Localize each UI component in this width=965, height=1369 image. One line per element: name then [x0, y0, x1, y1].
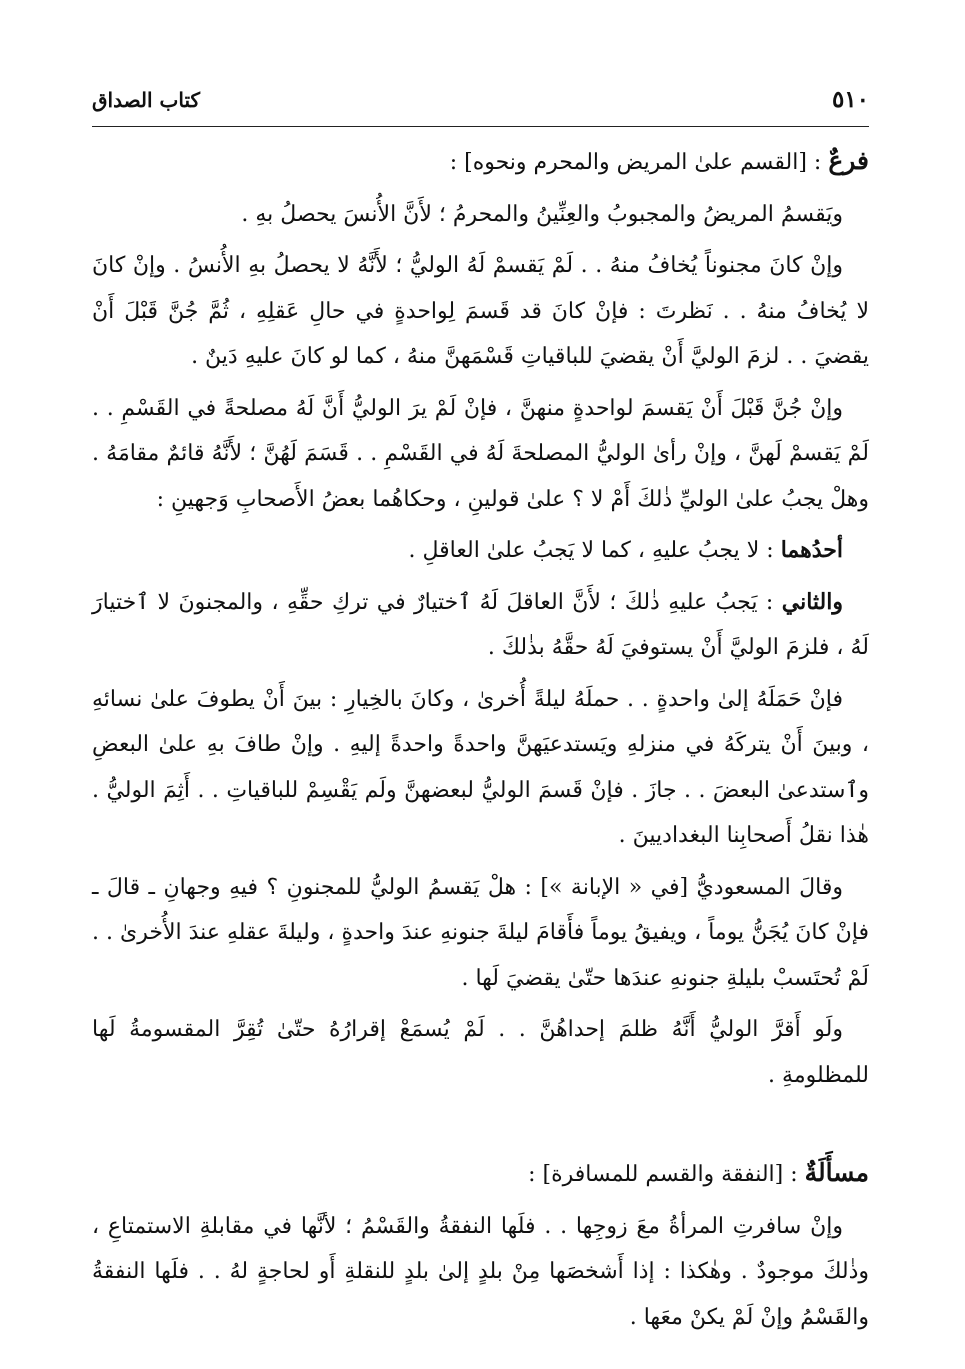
far-title: : [القسم علىٰ المريض والمحرم ونحوه] :	[449, 150, 829, 175]
paragraph	[92, 528, 869, 574]
page-body	[92, 138, 869, 1338]
paragraph: وإنْ سافرتِ المرأةُ معَ زوجِها . . فلَها النفقةُ والقَسْمُ ؛ لأنَّها في مقابلةِ الاستمتاعِ ، وذٰلكَ موجودٌ . وهٰكذا : إذا أَشخصَها مِنْ بلدٍ إلىٰ بلدٍ للنقلةِ أَو لحاجةٍ لهُ . . فلَها النفقةُ والقَسْمُ وإنْ لَمْ يكنْ معَها .	[92, 1213, 869, 1330]
page-header	[92, 86, 869, 127]
paragraph: فإنْ حَمَلَهُ إلىٰ واحدةٍ . . حملَهُ ليلةً أُخرىٰ ، وكانَ بالخِيارِ : بينَ أَنْ يطوفَ علىٰ نسائهِ ، وبينَ أَنْ يتركَهُ في منزلهِ ويَستدعيَهنَّ واحدةً واحدةً إليهِ . وإنْ طافَ بهِ علىٰ البعضِ وٱستدعىٰ البعضَ . . جازَ . فإنْ قَسمَ الوليُّ لبعضهنَّ ولَم يَقْسِمْ للباقياتِ . . أَثِمَ الوليُّ . هٰذا نقلُ أَصحابِنا البغداديينَ .	[92, 686, 869, 848]
section-gap	[92, 1104, 869, 1150]
paragraph: ويَقسمُ المريضُ والمجبوبُ والعِنِّينُ والمحرمُ ؛ لأَنَّ الأُنسَ يحصلُ بهِ .	[241, 201, 843, 227]
second-opinion-text: : يَجبُ عليهِ ذٰلكَ ؛ لأَنَّ العاقلَ لَهُ ٱختيارٌ في تركِ حقِّهِ ، والمجنونَ لا ٱختيارَ لَهُ ، فلزمَ الوليَّ أَنْ يستوفيَ لَهُ حقَّهُ بذٰلكَ .	[92, 589, 869, 660]
paragraph: ولَو أَقرَّ الوليُّ أَنَّهُ ظلمَ إحداهُنَّ . . لَمْ يُسمَعْ إقرارُهُ حتّىٰ تُقِرَّ المقسومةُ لَها للمظلومةِ .	[92, 1017, 869, 1088]
masala-label: مسأَلَةٌ	[804, 1158, 869, 1187]
paragraph: وإنْ جُنَّ قَبْلَ أَنْ يَقسمَ لواحدةٍ منهنَّ ، فإنْ لَمْ يرَ الوليُّ أَنَّ لَهُ مصلحةً في القَسْمِ . . لَمْ يَقسمْ لَهنَّ ، وإنْ رأىٰ الوليُّ المصلحةَ لَهُ في القَسْمِ . . قَسَمَ لَهُنَّ ؛ لأَنَّهُ قائمٌ مقامَهُ . وهلْ يجبُ علىٰ الوليِّ ذٰلكَ أَمْ لا ؟ علىٰ قولينِ ، وحكاهُما بعضُ الأَصحابِ وَجهينِ :	[92, 395, 869, 512]
paragraph: وقالَ المسعوديُّ [في « الإبانة »] : هلْ يَقسمُ الوليُّ للمجنونِ ؟ فيهِ وجهانِ ـ قالَ ـ فإنْ كانَ يُجَنُّ يوماً ، ويفيقُ يوماً فأَقامَ ليلةَ جنونهِ عندَ واحدةٍ ، وليلةَ عقلهِ عندَ الأُخرىٰ . . لَمْ تُحتَسبْ بليلةِ جنونهِ عندَها حتّىٰ يقضيَ لَها .	[92, 874, 869, 991]
page-number: ٥١٠	[831, 86, 869, 113]
paragraph	[92, 580, 869, 671]
far-label: فرعٌ	[828, 146, 869, 175]
running-title: كتاب الصداق	[92, 88, 201, 112]
first-opinion-label: أحدُهما	[780, 537, 843, 563]
masala-title: : [النفقة والقسم للمسافرة] :	[528, 1162, 805, 1187]
paragraph: وإنْ كانَ مجنوناً يُخافُ منهُ . . لَمْ يَقسمْ لَهُ الوليُّ ؛ لأَنَّهُ لا يحصلُ بهِ الأُنسُ . وإنْ كانَ لا يُخافُ منهُ . . نَظرتَ : فإنْ كانَ قد قَسمَ لِواحدةٍ في حالِ عَقلِهِ ، ثُمَّ جُنَّ قَبْلَ أَنْ يقضيَ . . لزمَ الوليَّ أَنْ يقضيَ للباقياتِ قَسْمَهنَّ منهُ ، كما لو كانَ عليهِ دَينٌ .	[92, 253, 869, 369]
section-heading-far	[92, 138, 869, 186]
second-opinion-label: والثاني	[781, 588, 843, 615]
section-heading-masala	[92, 1150, 869, 1198]
first-opinion-text: : لا يجبُ عليهِ ، كما لا يَجبُ علىٰ العاقلِ .	[408, 538, 781, 563]
